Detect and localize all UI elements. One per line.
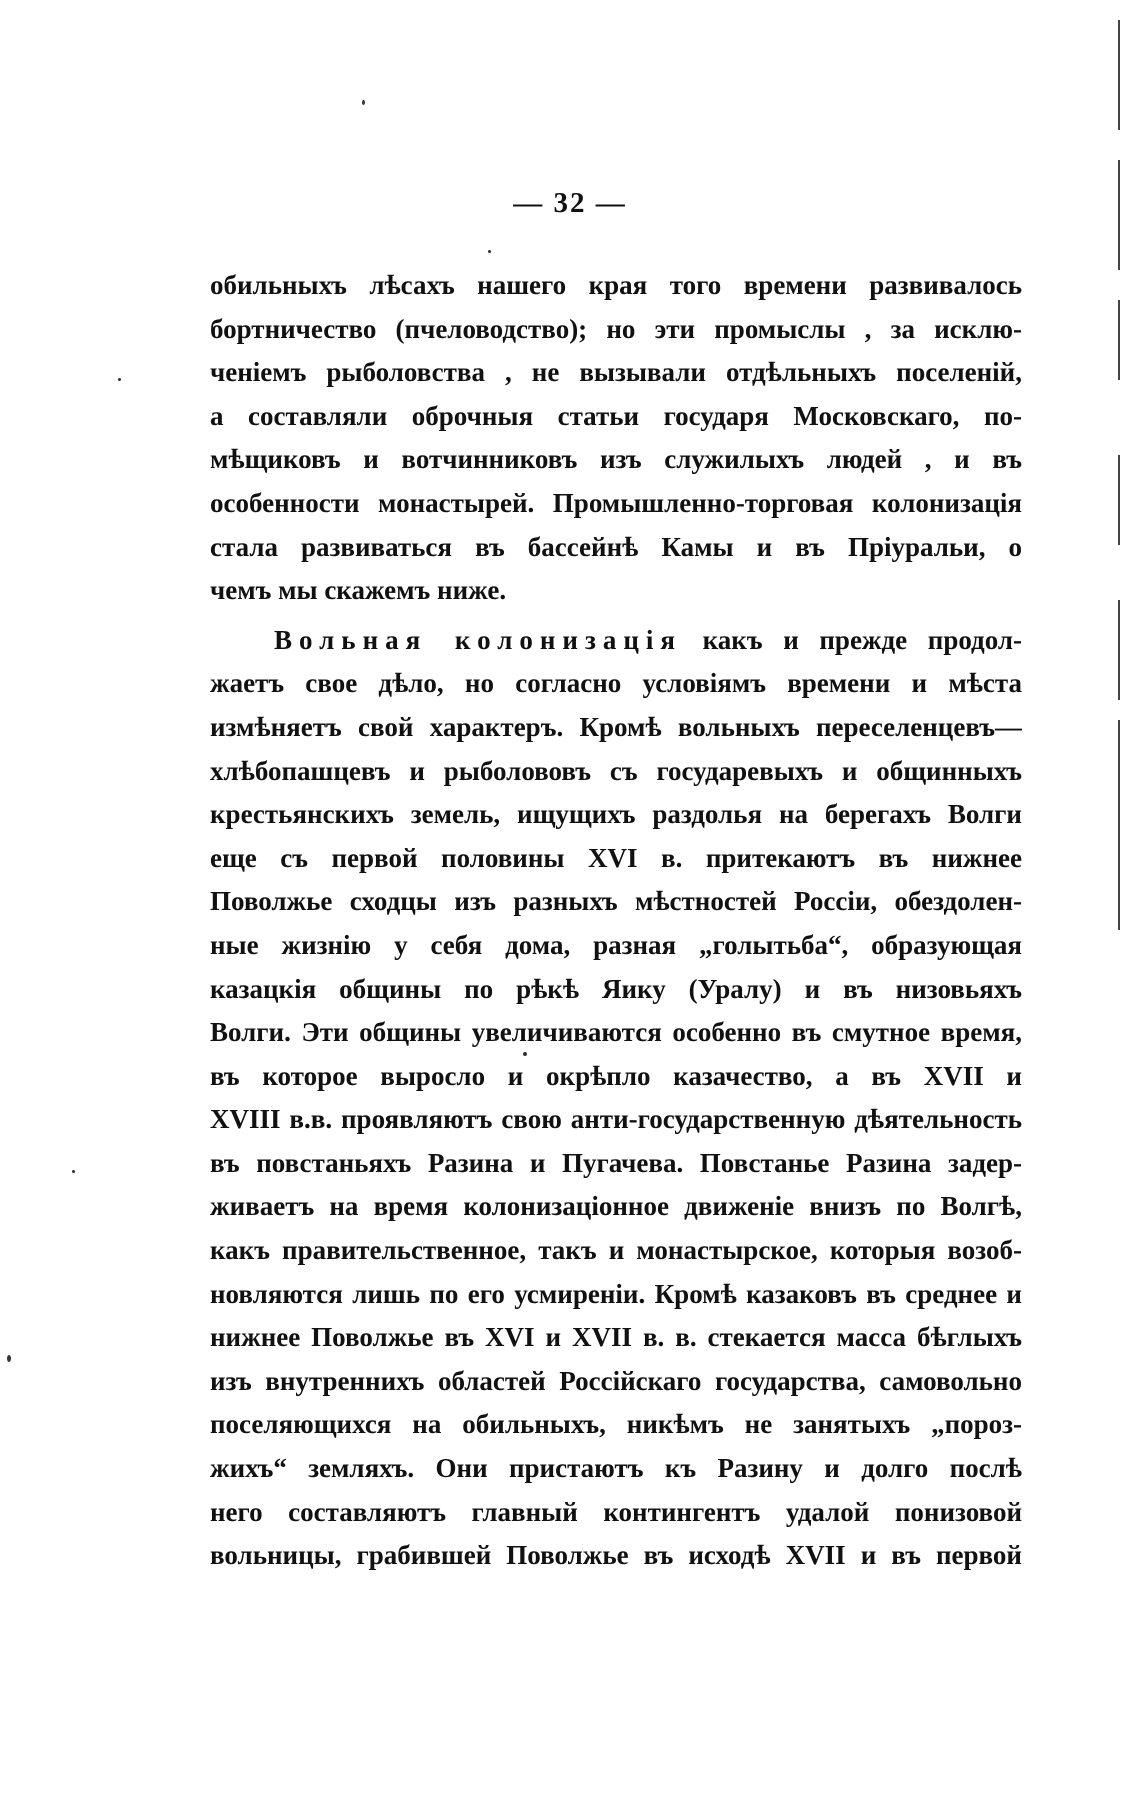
text-line: жихъ“ земляхъ. Они пристаютъ къ Разину и долго послѣ xyxy=(210,1453,1022,1484)
page-edge-rule xyxy=(1118,720,1120,930)
body-text xyxy=(210,264,1022,1578)
text-line: нижнее Поволжье въ XVI и XVII в. в. стекается масса бѣглыхъ xyxy=(210,1322,1022,1353)
text-line: поселяющихся на обильныхъ, никѣмъ не занятыхъ „пороз- xyxy=(210,1409,1022,1440)
text-line: въ повстаньяхъ Разина и Пугачева. Повстанье Разина задер- xyxy=(210,1147,1022,1178)
text-line: Волги. Эти общины увеличиваются особенно въ смутное время, xyxy=(210,1017,1022,1048)
spaced-emphasis: Вольная колонизація xyxy=(274,624,682,655)
text-line: какъ правительственное, такъ и монастырское, которыя возоб- xyxy=(210,1235,1022,1266)
text-line: еще съ первой половины XVI в. притекаютъ въ нижнее xyxy=(210,842,1022,873)
text-line: крестьянскихъ земель, ищущихъ раздолья на берегахъ Волги xyxy=(210,799,1022,830)
ink-speck xyxy=(72,1170,75,1173)
text-line: стала развиваться въ бассейнѣ Камы и въ Пріуральи, о xyxy=(210,531,1022,562)
text-line: особенности монастырей. Промышленно-торговая колонизація xyxy=(210,487,1022,518)
ink-speck xyxy=(118,378,121,381)
text-line: изъ внутреннихъ областей Россійскаго государства, самовольно xyxy=(210,1365,1022,1396)
text-line: бортничество (пчеловодство); но эти промыслы , за исклю- xyxy=(210,313,1022,344)
text-line: живаетъ на время колонизаціонное движеніе внизъ по Волгѣ, xyxy=(210,1191,1022,1222)
page-number: — 32 — xyxy=(513,187,627,219)
paragraph-lead-line xyxy=(210,619,1022,663)
text-line: жаетъ свое дѣло, но согласно условіямъ времени и мѣста xyxy=(210,668,1022,699)
page-edge-rule xyxy=(1118,300,1120,380)
ink-speck xyxy=(7,1355,11,1362)
text-line: ченіемъ рыболовства , не вызывали отдѣльныхъ поселеній, xyxy=(210,357,1022,388)
ink-speck xyxy=(362,100,365,105)
text-line: Поволжье сходцы изъ разныхъ мѣстностей Россіи, обездолен- xyxy=(210,886,1022,917)
page-edge-rule xyxy=(1118,600,1120,700)
ink-speck xyxy=(488,250,491,253)
text-line: а составляли оброчныя статьи государя Московскаго, по- xyxy=(210,400,1022,431)
page-edge-rule xyxy=(1118,455,1120,545)
text-line: въ которое выросло и окрѣпло казачество, а въ XVII и xyxy=(210,1060,1022,1091)
text-line: измѣняетъ свой характеръ. Кромѣ вольныхъ переселенцевъ— xyxy=(210,711,1022,742)
text-line: мѣщиковъ и вотчинниковъ изъ служилыхъ людей , и въ xyxy=(210,444,1022,475)
text-line: хлѣбопашцевъ и рыболововъ съ государевыхъ и общинныхъ xyxy=(210,755,1022,786)
text-line: XVIII в.в. проявляютъ свою анти-государственную дѣятельность xyxy=(210,1104,1022,1135)
text-line: вольницы, грабившей Поволжье въ исходѣ XVII и въ первой xyxy=(210,1540,1022,1571)
lead-rest: какъ и прежде продол- xyxy=(682,624,1022,655)
text-line: чемъ мы скажемъ ниже. xyxy=(210,575,507,606)
text-line: обильныхъ лѣсахъ нашего края того времени развивалось xyxy=(210,270,1022,300)
text-line: казацкія общины по рѣкѣ Яику (Уралу) и въ низовьяхъ xyxy=(210,973,1022,1004)
text-line: ные жизнію у себя дома, разная „голытьба“, образующая xyxy=(210,929,1022,960)
page-edge-rule xyxy=(1118,20,1120,130)
text-line: него составляютъ главный контингентъ удалой понизовой xyxy=(210,1496,1022,1527)
text-line: новляются лишь по его усмиреніи. Кромѣ казаковъ въ среднее и xyxy=(210,1278,1022,1309)
